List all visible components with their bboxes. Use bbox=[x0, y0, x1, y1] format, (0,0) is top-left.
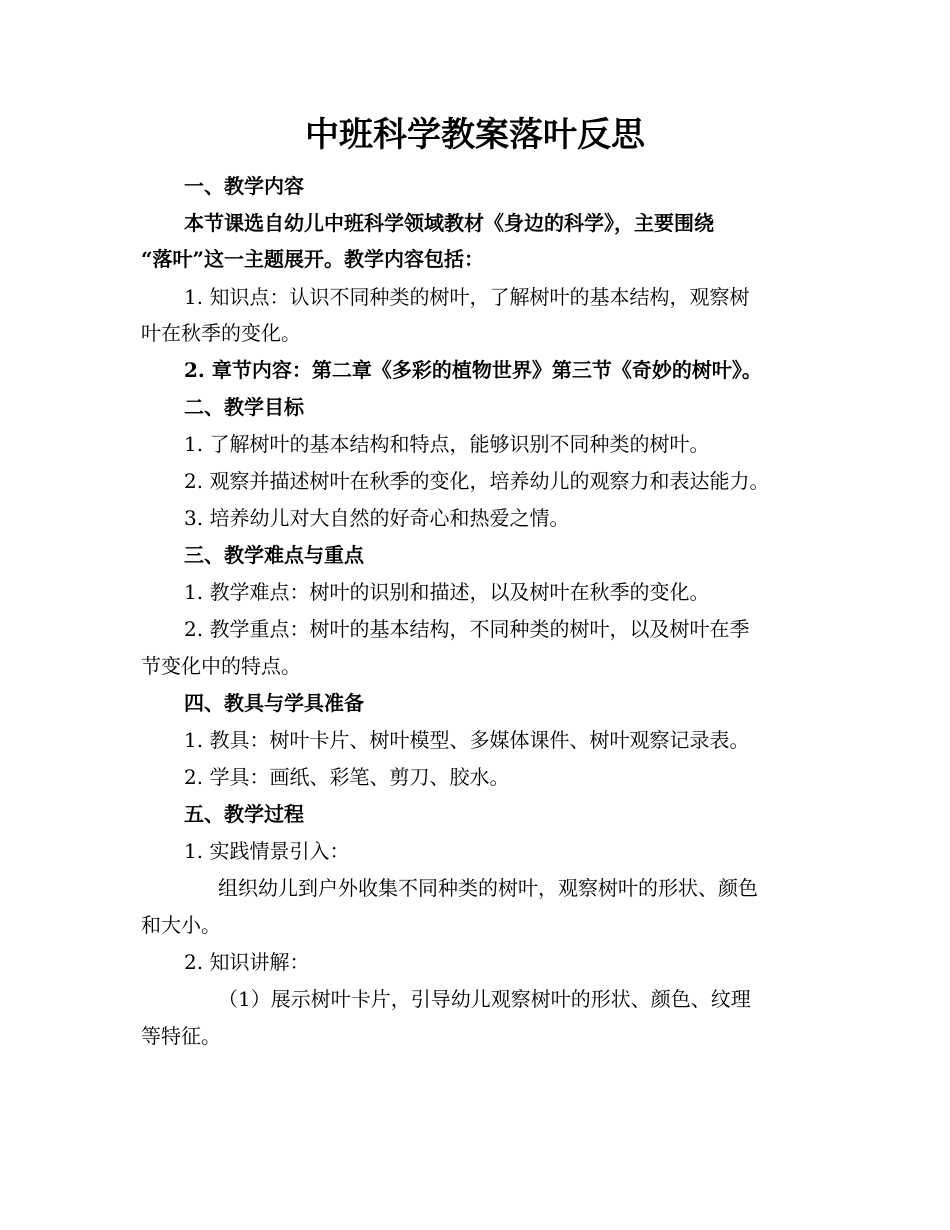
list-item: 1. 了解树叶的基本结构和特点，能够识别不同种类的树叶。 bbox=[184, 432, 710, 456]
list-item: 2. 教学重点：树叶的基本结构，不同种类的树叶，以及树叶在季 bbox=[184, 617, 750, 641]
paragraph-line: 组织幼儿到户外收集不同种类的树叶，观察树叶的形状、颜色 bbox=[218, 876, 758, 900]
paragraph-line: 本节课选自幼儿中班科学领域教材《身边的科学》，主要围绕 bbox=[184, 211, 714, 235]
section-heading-4: 四、教具与学具准备 bbox=[184, 691, 364, 715]
sub-list-item-continuation: 等特征。 bbox=[141, 1024, 221, 1048]
list-item-continuation: 叶在秋季的变化。 bbox=[141, 321, 301, 345]
paragraph-line-continuation: 和大小。 bbox=[141, 913, 221, 937]
section-heading-3: 三、教学难点与重点 bbox=[184, 543, 364, 567]
list-item-continuation: 节变化中的特点。 bbox=[141, 654, 301, 678]
paragraph-line: “落叶”这一主题展开。教学内容包括： bbox=[141, 247, 485, 271]
list-item: 1. 教学难点：树叶的识别和描述，以及树叶在秋季的变化。 bbox=[184, 580, 710, 604]
section-heading-2: 二、教学目标 bbox=[184, 395, 304, 419]
sub-list-item: （1）展示树叶卡片，引导幼儿观察树叶的形状、颜色、纹理 bbox=[218, 987, 751, 1011]
list-item: 2. 学具：画纸、彩笔、剪刀、胶水。 bbox=[184, 765, 510, 789]
section-heading-5: 五、教学过程 bbox=[184, 802, 304, 826]
list-item: 1. 实践情景引入： bbox=[184, 839, 350, 863]
section-heading-1: 一、教学内容 bbox=[184, 174, 304, 198]
list-item: 1. 教具：树叶卡片、树叶模型、多媒体课件、树叶观察记录表。 bbox=[184, 728, 750, 752]
list-item: 1. 知识点：认识不同种类的树叶，了解树叶的基本结构，观察树 bbox=[184, 285, 750, 309]
list-item: 2. 知识讲解： bbox=[184, 950, 310, 974]
list-item: 2. 观察并描述树叶在秋季的变化，培养幼儿的观察力和表达能力。 bbox=[184, 469, 770, 493]
document-title: 中班科学教案落叶反思 bbox=[305, 115, 645, 155]
list-item: 3. 培养幼儿对大自然的好奇心和热爱之情。 bbox=[184, 506, 570, 530]
list-item: 2. 章节内容：第二章《多彩的植物世界》第三节《奇妙的树叶》。 bbox=[184, 358, 762, 382]
